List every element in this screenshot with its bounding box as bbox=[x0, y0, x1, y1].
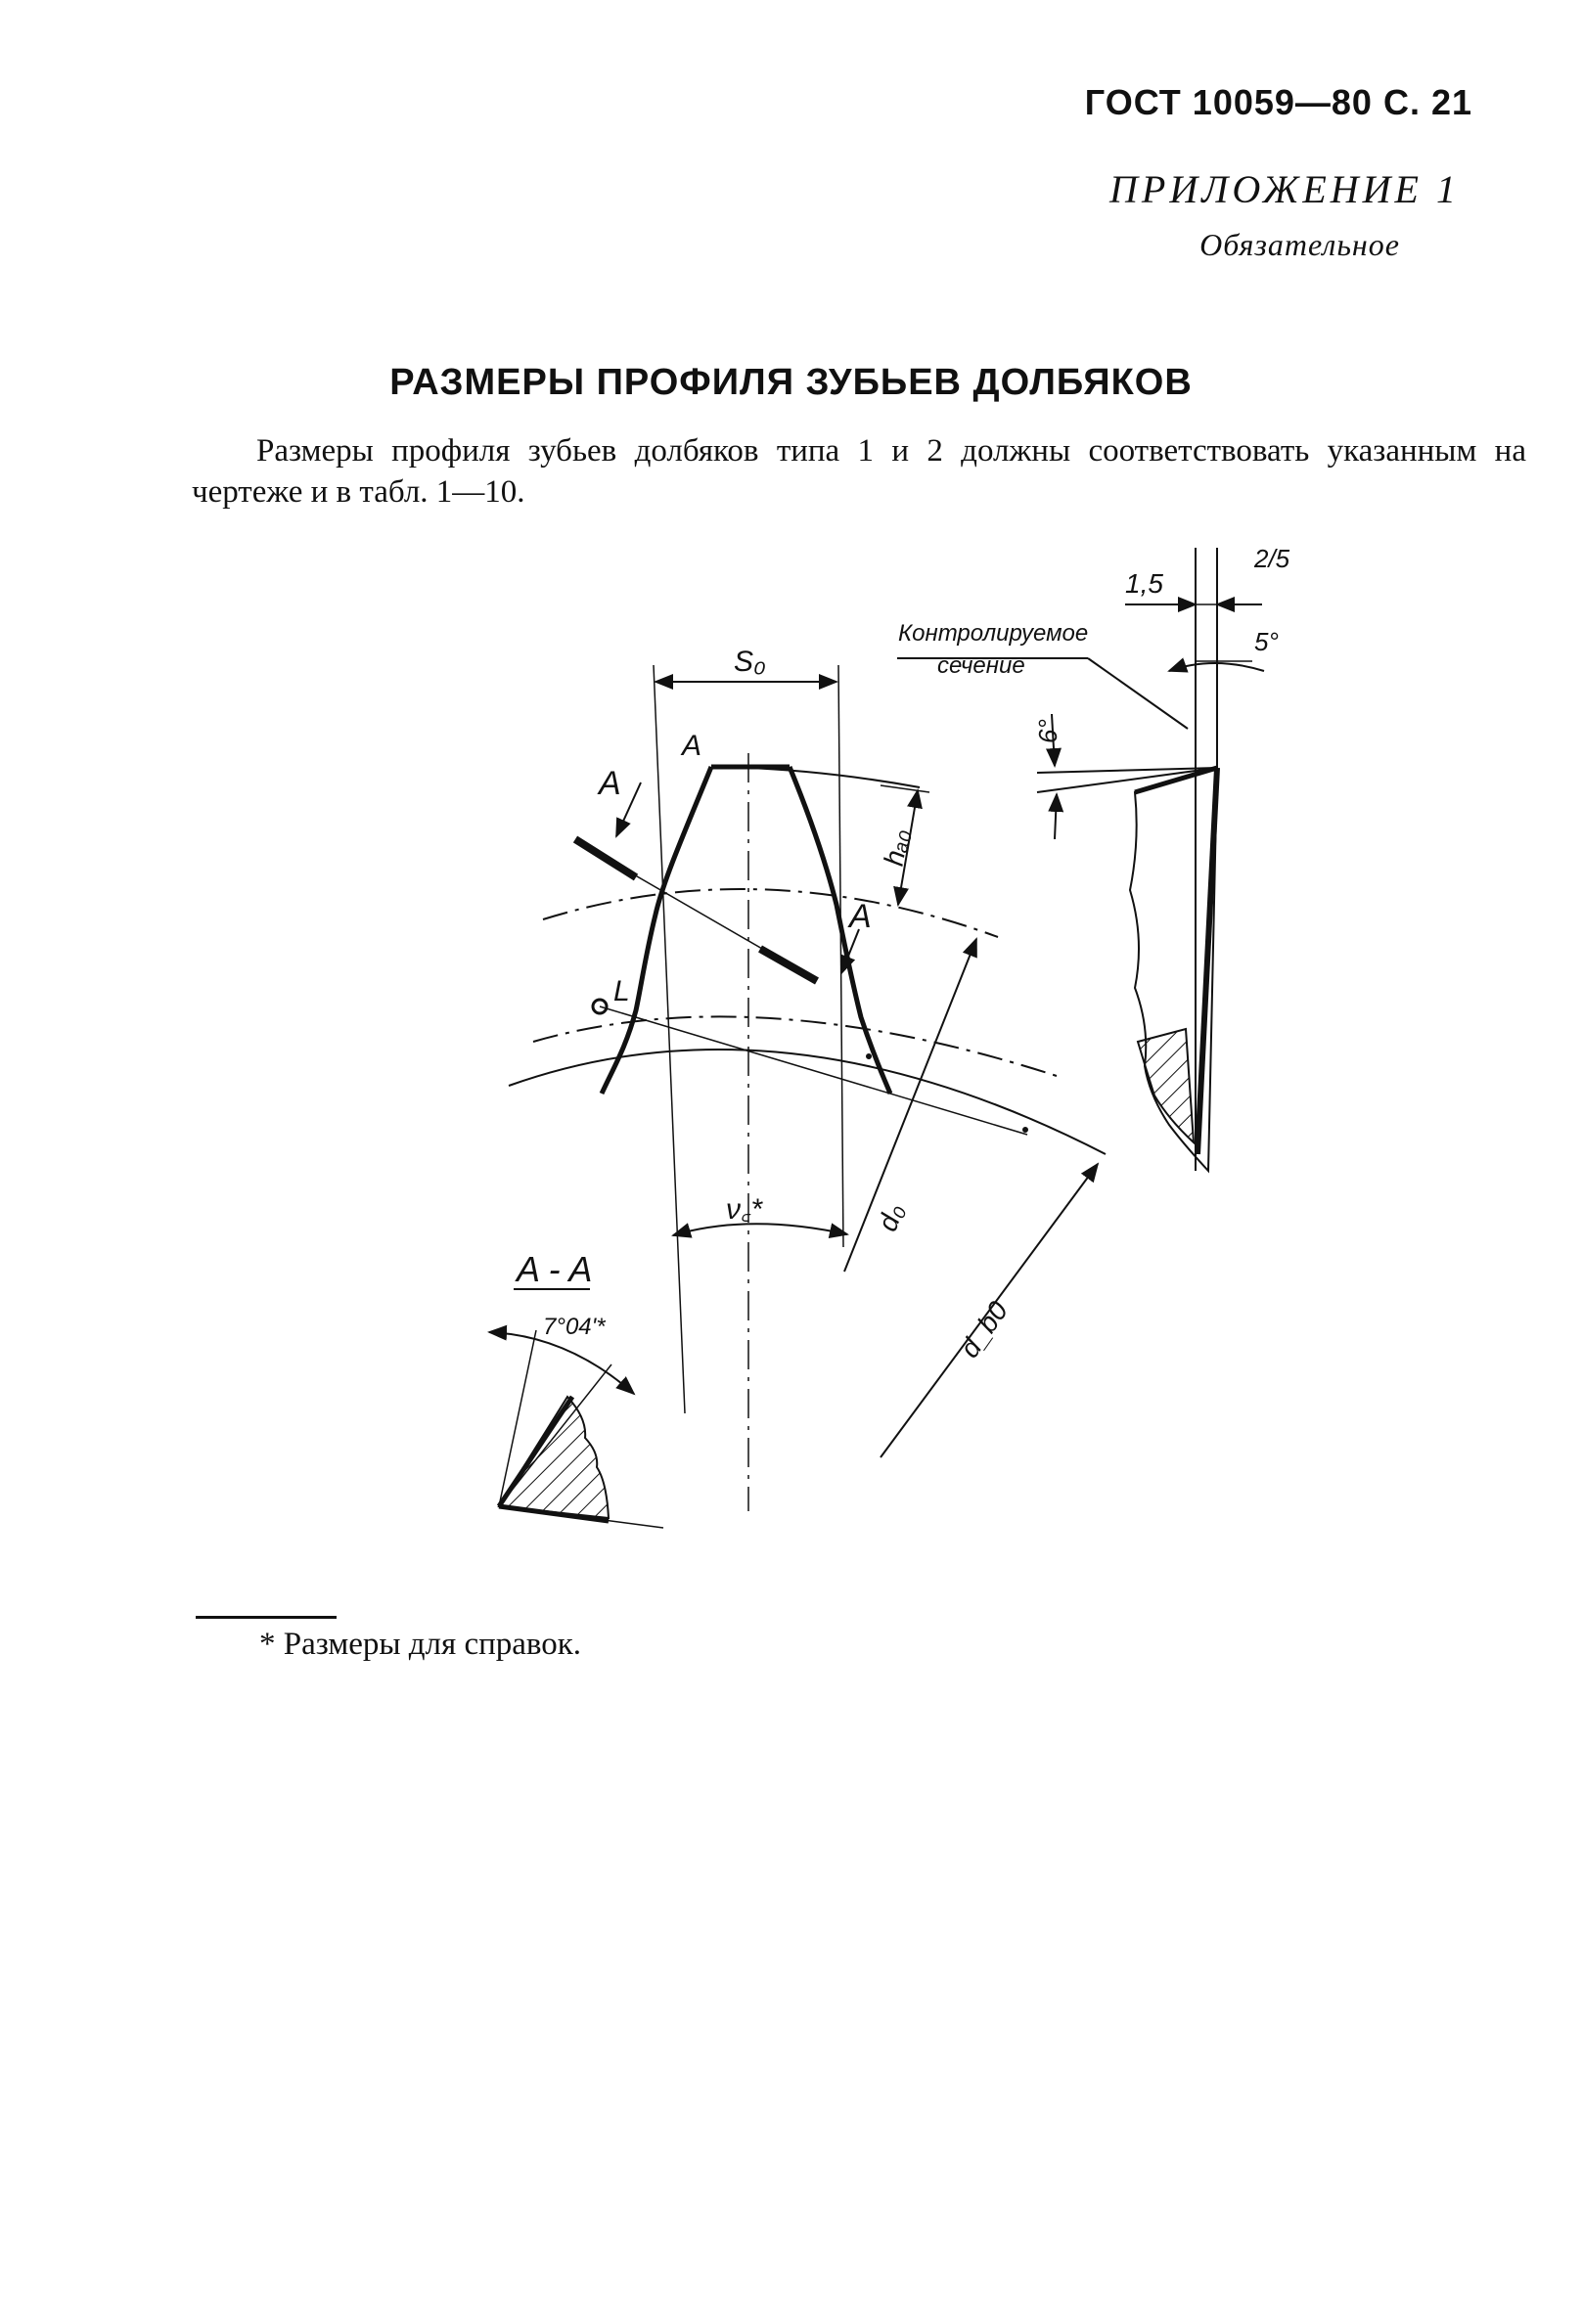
section-cut-right bbox=[760, 949, 817, 981]
label-s0: S₀ bbox=[734, 646, 766, 678]
label-section-title: A - A bbox=[517, 1249, 593, 1289]
tooth-left-flank bbox=[602, 767, 711, 1094]
label-a-left: A bbox=[599, 765, 621, 802]
outer-circle-arc bbox=[711, 767, 920, 787]
label-dim-1-5: 1,5 bbox=[1125, 568, 1163, 599]
appendix-note: Обязательное bbox=[1199, 227, 1400, 262]
appendix-label: ПРИЛОЖЕНИЕ 1 bbox=[1109, 167, 1460, 211]
nu-angle-arc bbox=[673, 1224, 847, 1235]
label-controlled-1: Контролируемое bbox=[898, 620, 1089, 647]
label-db0: d_b0 bbox=[954, 1295, 1015, 1363]
radial-right bbox=[838, 665, 843, 1247]
section-a-a-hatch bbox=[499, 1397, 609, 1518]
label-controlled-2: сечение bbox=[937, 652, 1025, 679]
footnote: * Размеры для справок. bbox=[259, 1627, 582, 1662]
label-a-right: A bbox=[849, 898, 872, 935]
label-angle-6: 6° bbox=[1033, 719, 1062, 743]
label-nu: ν꜀* bbox=[726, 1193, 763, 1226]
body-paragraph: Размеры профиля зубьев долбяков типа 1 и 2 должны соответствовать указанным на чертеже и в табл. 1—10. bbox=[192, 433, 1526, 510]
footnote-rule bbox=[196, 1616, 337, 1619]
label-d0: d₀ bbox=[872, 1199, 910, 1235]
section-a-a-labels bbox=[515, 1249, 606, 1340]
section-cut-left bbox=[575, 839, 636, 877]
radial-left bbox=[654, 665, 685, 1413]
label-angle-5: 5° bbox=[1254, 627, 1279, 656]
label-a-top: A bbox=[682, 730, 702, 762]
page-title: РАЗМЕРЫ ПРОФИЛЯ ЗУБЬЕВ ДОЛБЯКОВ bbox=[389, 362, 1193, 403]
cutting-edge-hatch bbox=[1138, 1029, 1194, 1142]
label-ha0: hₐ₀ bbox=[878, 827, 915, 869]
d0-dimension-line bbox=[844, 939, 976, 1272]
label-section-angle: 7°04'* bbox=[543, 1314, 606, 1340]
pitch-circle-arc bbox=[543, 889, 998, 937]
label-l: L bbox=[613, 975, 630, 1007]
cutting-edge-labels bbox=[898, 544, 1290, 743]
standard-reference: ГОСТ 10059—80 С. 21 bbox=[1084, 82, 1472, 122]
label-roughness: 2/5 bbox=[1254, 544, 1290, 573]
base-circle-arc bbox=[509, 1050, 1106, 1154]
